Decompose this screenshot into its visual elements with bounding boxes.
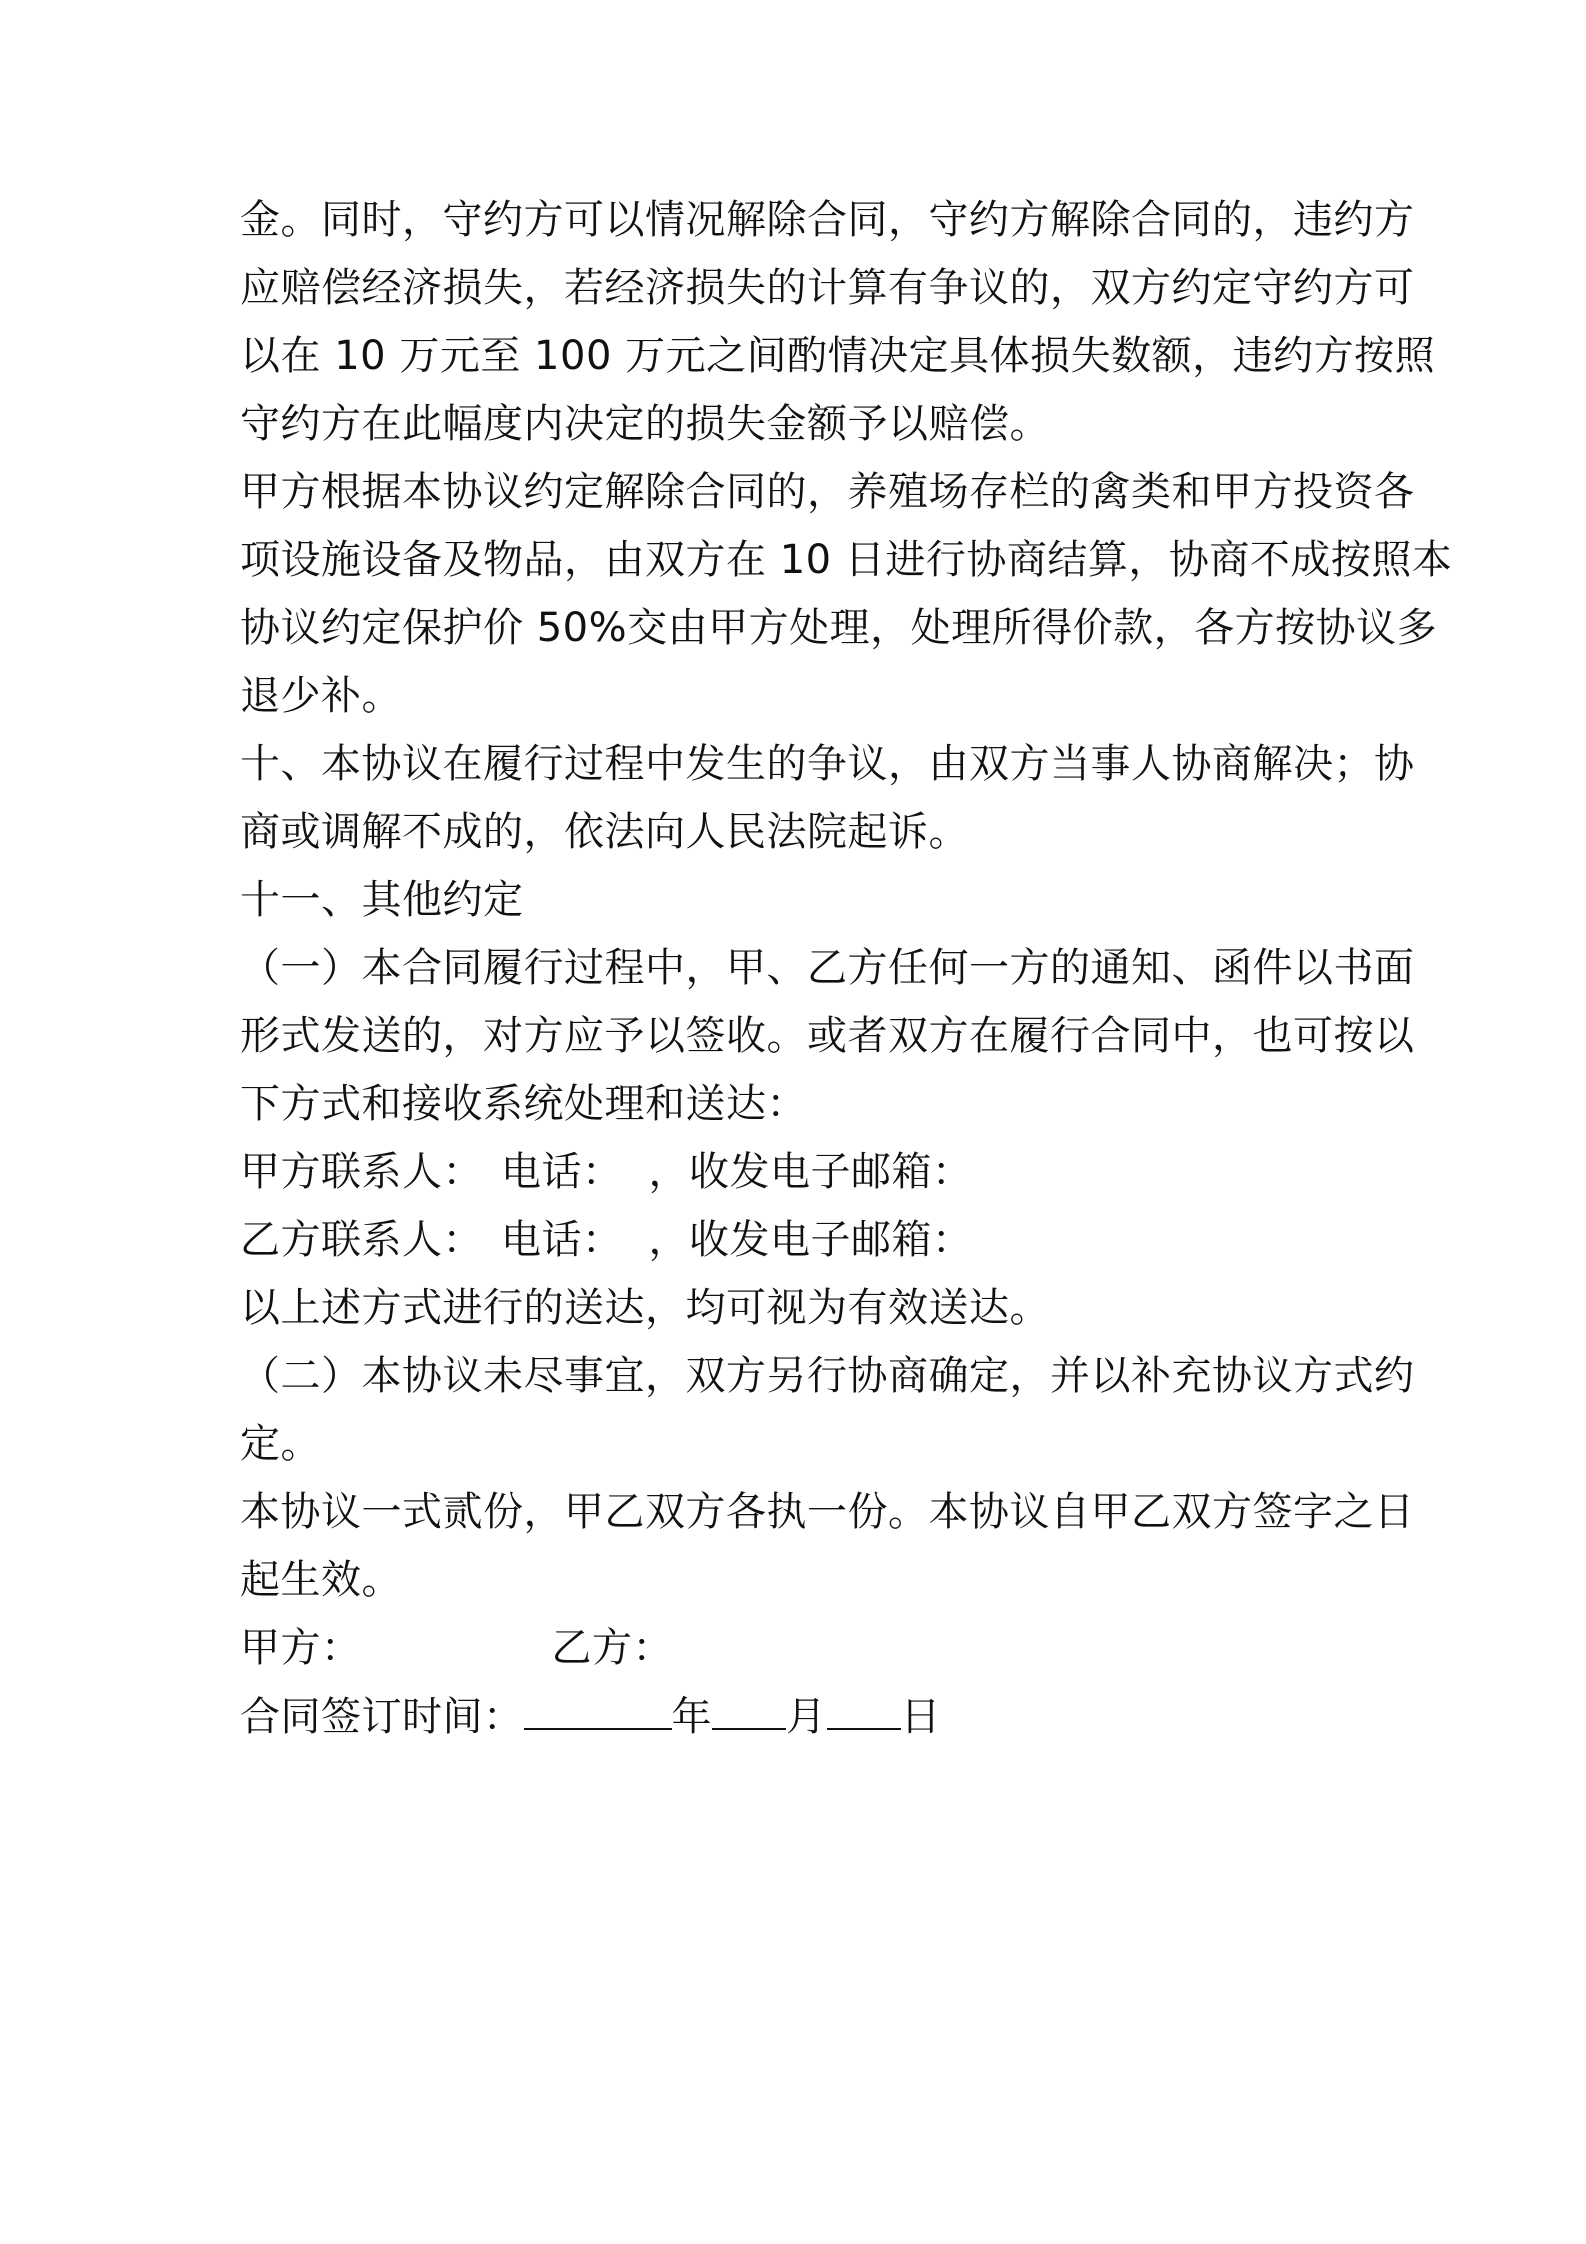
contact-line-party-a — [240, 1138, 1370, 1206]
text-line: 甲方根据本协议约定解除合同的，养殖场存栏的禽类和甲方投资各 — [240, 469, 1415, 515]
text-line: 以在 10 万元至 100 万元之间酌情决定具体损失数额，违约方按照 — [240, 333, 1436, 379]
party-b-signature-label: 乙方： — [551, 1625, 673, 1671]
document-body — [240, 186, 1453, 1750]
email-label: ，收发电子邮箱： — [648, 1149, 973, 1195]
text-line: 守约方在此幅度内决定的损失金额予以赔偿。 — [240, 401, 1050, 447]
text-line: 退少补。 — [240, 673, 402, 719]
contact-line-party-b — [240, 1206, 1370, 1274]
section-heading: 十一、其他约定 — [240, 877, 524, 923]
text-line: 应赔偿经济损失，若经济损失的计算有争议的，双方约定守约方可 — [240, 265, 1415, 311]
month-label: 月 — [786, 1694, 827, 1740]
text-line: 下方式和接收系统处理和送达： — [240, 1081, 807, 1127]
signature-line — [240, 1614, 1370, 1682]
email-label: ，收发电子邮箱： — [648, 1217, 973, 1263]
text-line: 协议约定保护价 50%交由甲方处理，处理所得价款，各方按协议多 — [240, 605, 1438, 651]
text-line: 十、本协议在履行过程中发生的争议，由双方当事人协商解决；协 — [240, 741, 1415, 787]
text-line: 商或调解不成的，依法向人民法院起诉。 — [240, 809, 969, 855]
text-line: 项设施设备及物品，由双方在 10 日进行协商结算，协商不成按照本 — [240, 537, 1453, 583]
contact-label: 乙方联系人： — [240, 1217, 483, 1263]
signing-date-line — [240, 1682, 1370, 1750]
phone-label: 电话： — [501, 1149, 623, 1195]
text-line: 本协议一式贰份，甲乙双方各执一份。本协议自甲乙双方签字之日 — [240, 1489, 1415, 1535]
text-line: （二）本协议未尽事宜，双方另行协商确定，并以补充协议方式约 — [240, 1353, 1415, 1399]
day-label: 日 — [900, 1694, 941, 1740]
signing-date-label: 合同签订时间： — [240, 1694, 524, 1740]
text-line: 定。 — [240, 1421, 321, 1467]
year-blank — [524, 1682, 672, 1730]
year-label: 年 — [671, 1694, 712, 1740]
day-blank — [827, 1682, 901, 1730]
party-a-signature-label: 甲方： — [240, 1625, 362, 1671]
text-line: 形式发送的，对方应予以签收。或者双方在履行合同中，也可按以 — [240, 1013, 1415, 1059]
text-line: 起生效。 — [240, 1557, 402, 1603]
text-line: 以上述方式进行的送达，均可视为有效送达。 — [240, 1285, 1050, 1331]
text-line: （一）本合同履行过程中，甲、乙方任何一方的通知、函件以书面 — [240, 945, 1415, 991]
month-blank — [712, 1682, 786, 1730]
contact-label: 甲方联系人： — [240, 1149, 483, 1195]
phone-label: 电话： — [501, 1217, 623, 1263]
text-line: 金。同时，守约方可以情况解除合同，守约方解除合同的，违约方 — [240, 197, 1415, 243]
